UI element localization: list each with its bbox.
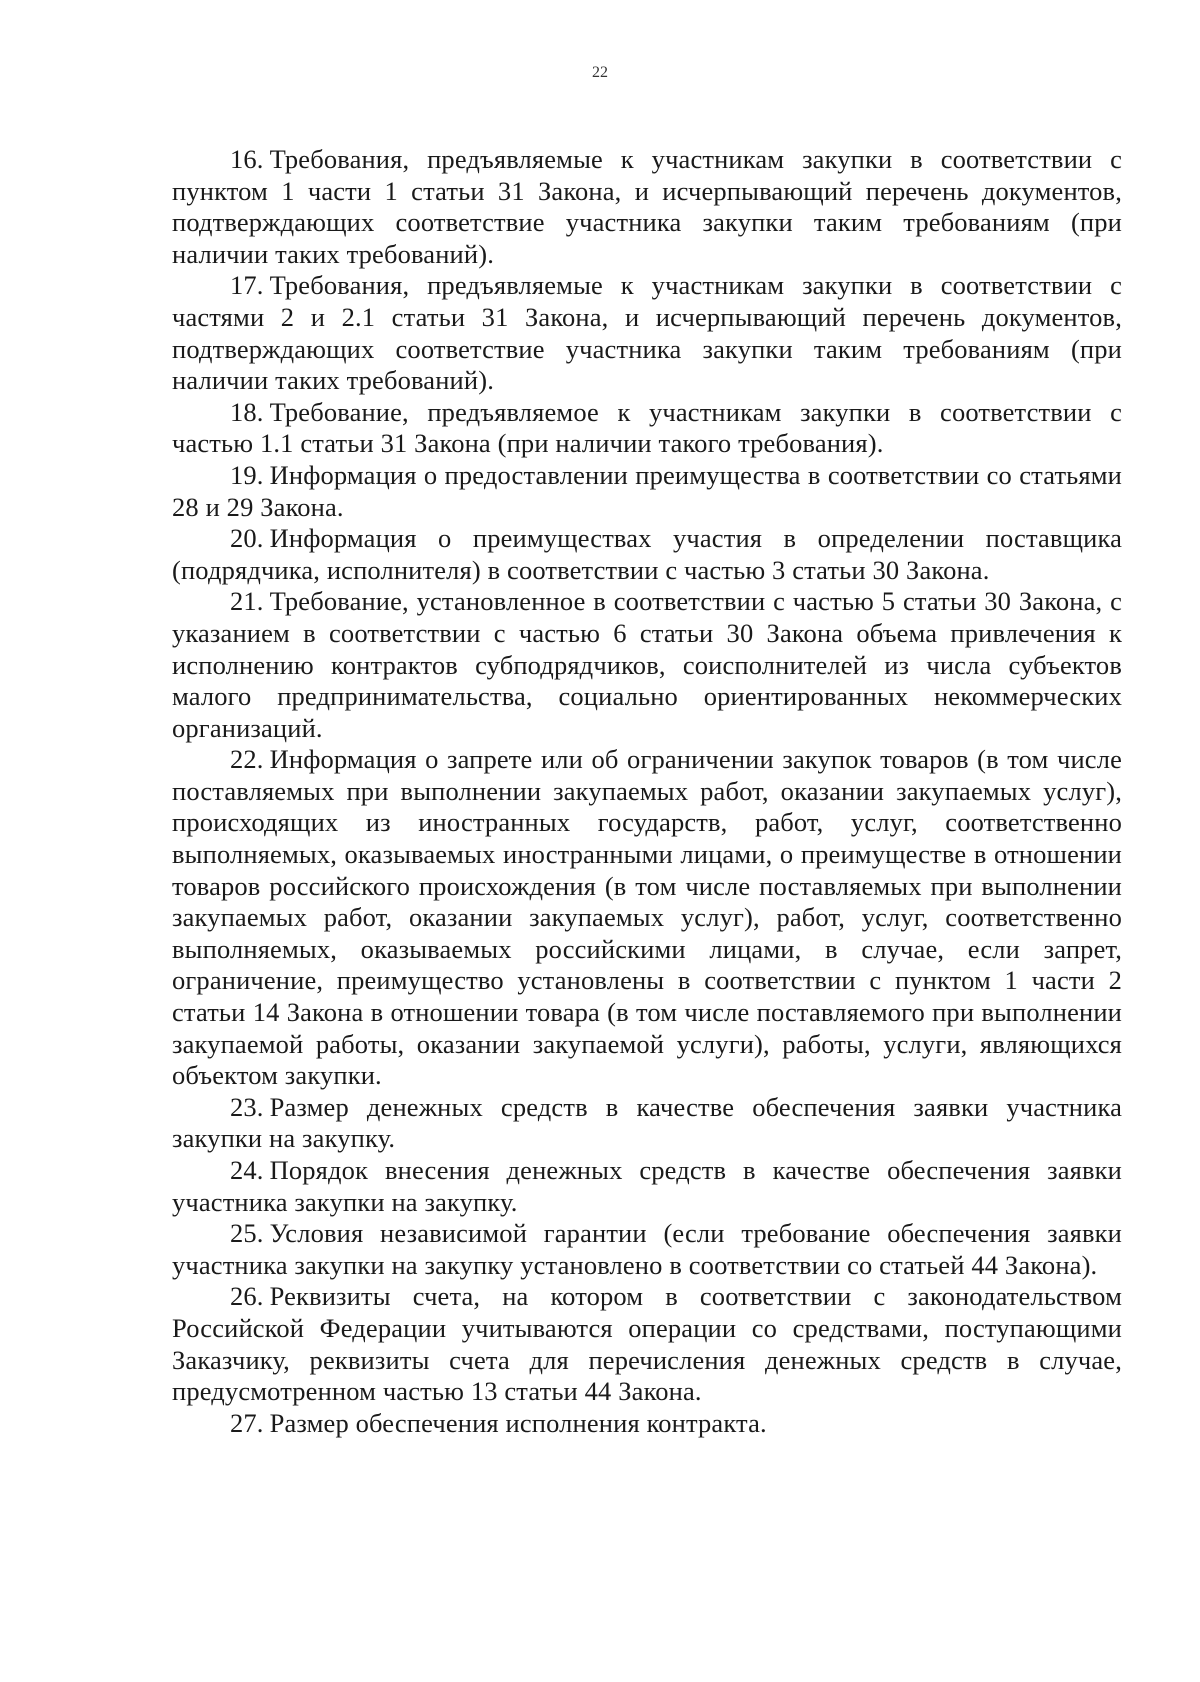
item-number: 19. bbox=[230, 459, 264, 490]
item-text: Реквизиты счета, на котором в соответствии с законодательством Российской Федерации учитываются операции со средствами, поступающими Заказчику, реквизиты счета для перечисления денежных средств в случае, предусмотренном частью 13 статьи 44 Закона. bbox=[172, 1281, 1122, 1407]
list-item bbox=[172, 397, 1122, 460]
list-item bbox=[172, 144, 1122, 270]
item-number: 17. bbox=[230, 270, 264, 301]
item-text: Требования, предъявляемые к участникам закупки в соответствии с частями 2 и 2.1 статьи 31 Закона, и исчерпывающий перечень документов, подтверждающих соответствие участника закупки таким требованиям (при наличии таких требований). bbox=[172, 270, 1122, 396]
list-item bbox=[172, 1155, 1122, 1218]
item-text: Информация о преимуществах участия в определении поставщика (подрядчика, исполнителя) в соответствии с частью 3 статьи 30 Закона. bbox=[172, 523, 1122, 585]
item-number: 16. bbox=[230, 144, 264, 174]
item-number: 23. bbox=[230, 1091, 264, 1122]
list-item bbox=[172, 1092, 1122, 1155]
list-item bbox=[172, 1281, 1122, 1407]
list-item bbox=[172, 523, 1122, 586]
item-text: Размер обеспечения исполнения контракта. bbox=[269, 1407, 767, 1438]
item-number: 22. bbox=[230, 744, 264, 775]
list-item bbox=[172, 1218, 1122, 1281]
item-number: 25. bbox=[230, 1218, 264, 1249]
item-number: 20. bbox=[230, 523, 264, 554]
item-text: Требование, установленное в соответствии с частью 5 статьи 30 Закона, с указанием в соответствии с частью 6 статьи 30 Закона объема привлечения к исполнению контрактов субподрядчиков, соисполнителей из числа субъектов малого предпринимательства, социально ориентированных некоммерческих организаций. bbox=[172, 586, 1122, 743]
list-item bbox=[172, 744, 1122, 1092]
document-body bbox=[172, 144, 1122, 1439]
item-text: Информация о предоставлении преимущества в соответствии со статьями 28 и 29 Закона. bbox=[172, 459, 1122, 522]
item-text: Размер денежных средств в качестве обеспечения заявки участника закупки на закупку. bbox=[172, 1091, 1122, 1154]
page-number: 22 bbox=[592, 64, 608, 81]
item-text: Требование, предъявляемое к участникам закупки в соответствии с частью 1.1 статьи 31 Закона (при наличии такого требования). bbox=[172, 396, 1122, 459]
list-item bbox=[172, 460, 1122, 523]
list-item bbox=[172, 270, 1122, 396]
item-number: 24. bbox=[230, 1155, 264, 1185]
item-number: 21. bbox=[230, 586, 264, 617]
list-item bbox=[172, 1408, 1122, 1440]
item-text: Порядок внесения денежных средств в качестве обеспечения заявки участника закупки на закупку. bbox=[172, 1155, 1122, 1217]
list-item bbox=[172, 586, 1122, 744]
item-text: Информация о запрете или об ограничении закупок товаров (в том числе поставляемых при выполнении закупаемых работ, оказании закупаемых услуг), происходящих из иностранных государств, работ, услуг, соответственно выполняемых, оказываемых иностранными лицами, о преимуществе в отношении товаров российского происхождения (в том числе поставляемых при выполнении закупаемых работ, оказании закупаемых услуг), работ, услуг, соответственно выполняемых, оказываемых российскими лицами, в случае, если запрет, ограничение, преимущество установлены в соответствии с пунктом 1 части 2 статьи 14 Закона в отношении товара (в том числе поставляемого при выполнении закупаемой работы, оказании закупаемой услуги), работы, услуги, являющихся объектом закупки. bbox=[172, 744, 1122, 1091]
item-number: 27. bbox=[230, 1407, 264, 1438]
item-text: Требования, предъявляемые к участникам закупки в соответствии с пунктом 1 части 1 статьи 31 Закона, и исчерпывающий перечень документов, подтверждающих соответствие участника закупки таким требованиям (при наличии таких требований). bbox=[172, 144, 1122, 269]
item-text: Условия независимой гарантии (если требование обеспечения заявки участника закупки на закупку установлено в соответствии со статьей 44 Закона). bbox=[172, 1218, 1122, 1280]
item-number: 26. bbox=[230, 1281, 264, 1312]
item-number: 18. bbox=[230, 396, 264, 427]
